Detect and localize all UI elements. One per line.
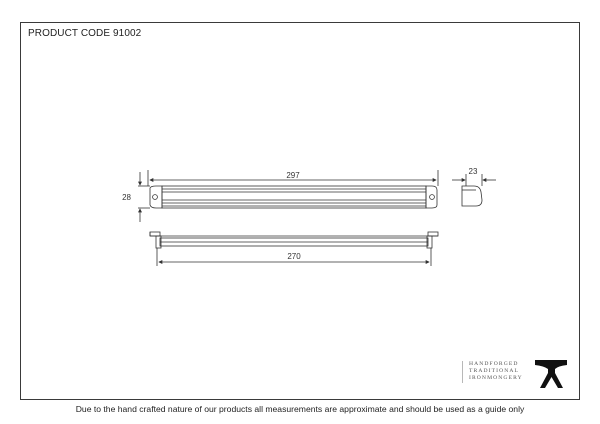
side-profile (462, 186, 482, 206)
dim-overall-length: 297 (286, 171, 300, 180)
dim-height: 28 (122, 193, 131, 202)
side-view (452, 174, 496, 206)
left-fixing-hole (153, 195, 158, 200)
right-end-cap (426, 186, 437, 208)
right-fixing-hole (430, 195, 435, 200)
brand-logo (462, 356, 572, 392)
brand-line-1: HANDFORGED (469, 361, 519, 367)
left-end-cap (150, 186, 162, 208)
disclaimer-text: Due to the hand crafted nature of our products all measurements are approximate and should be used as a guide only (75, 404, 525, 414)
dim-fixing-length: 270 (287, 252, 301, 261)
brand-line-2: TRADITIONAL (469, 368, 520, 375)
plan-left-bracket (150, 232, 160, 236)
anvil-icon (534, 358, 568, 390)
product-code-label: PRODUCT CODE 91002 (28, 28, 142, 39)
plan-right-bracket (428, 232, 438, 236)
brand-text (462, 361, 533, 383)
brand-line-3: IRONMONGERY (469, 375, 523, 382)
dim-depth: 23 (468, 167, 478, 176)
